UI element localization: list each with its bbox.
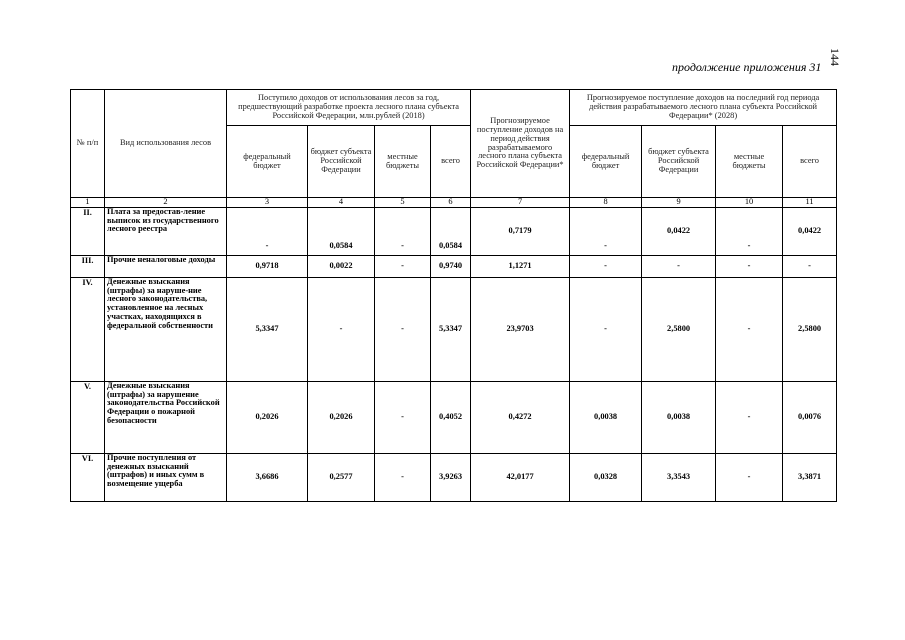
cell-value: - xyxy=(375,207,431,255)
cell-value: - xyxy=(375,381,431,453)
column-number: 6 xyxy=(431,198,471,208)
cell-value: 0,0038 xyxy=(642,381,716,453)
header-total-2: всего xyxy=(783,126,837,198)
cell-value: 3,3871 xyxy=(783,453,837,501)
header-federal-1: федеральный бюджет xyxy=(227,126,308,198)
header-subject-1: бюджет субъекта Российской Федерации xyxy=(308,126,375,198)
header-name: Вид использования лесов xyxy=(105,90,227,198)
column-number: 1 xyxy=(71,198,105,208)
cell-value: 0,0022 xyxy=(308,255,375,277)
cell-value: 3,6686 xyxy=(227,453,308,501)
cell-value: 0,9740 xyxy=(431,255,471,277)
cell-value: 1,1271 xyxy=(471,255,570,277)
cell-value: 5,3347 xyxy=(227,277,308,381)
row-number: II. xyxy=(71,207,105,255)
cell-value: 5,3347 xyxy=(431,277,471,381)
header-local-2: местные бюджеты xyxy=(716,126,783,198)
revenue-table xyxy=(70,89,837,502)
cell-value: - xyxy=(375,255,431,277)
column-number: 7 xyxy=(471,198,570,208)
cell-value: 0,0038 xyxy=(570,381,642,453)
row-name: Прочие неналоговые доходы xyxy=(105,255,227,277)
cell-value: - xyxy=(642,255,716,277)
header-local-1: местные бюджеты xyxy=(375,126,431,198)
row-name: Денежные взыскания (штрафы) за наруше-ние лесного законодательства, установленное на лесных участках, находящихся в федеральной собственности xyxy=(105,277,227,381)
cell-value: 0,0584 xyxy=(308,207,375,255)
cell-value: - xyxy=(716,453,783,501)
cell-value: 2,5800 xyxy=(783,277,837,381)
cell-value: 0,0422 xyxy=(783,207,837,255)
cell-value: - xyxy=(570,255,642,277)
cell-value: 0,0076 xyxy=(783,381,837,453)
header-group1: Поступило доходов от использования лесов за год, предшествующий разработке проекта лесного плана субъекта Российской Федерации, млн.рублей (2018) xyxy=(227,90,471,126)
header-subject-2: бюджет субъекта Российской Федерации xyxy=(642,126,716,198)
header-total-1: всего xyxy=(431,126,471,198)
cell-value: 0,0584 xyxy=(431,207,471,255)
continuation-note: продолжение приложения 31 xyxy=(672,60,822,74)
cell-value: 3,9263 xyxy=(431,453,471,501)
cell-value: - xyxy=(570,277,642,381)
column-number-row xyxy=(71,198,837,208)
column-number: 9 xyxy=(642,198,716,208)
column-number: 3 xyxy=(227,198,308,208)
cell-value: - xyxy=(716,255,783,277)
header-num: № п/п xyxy=(71,90,105,198)
row-name: Плата за предостав-ление выписок из государственного лесного реестра xyxy=(105,207,227,255)
cell-value: 0,2026 xyxy=(308,381,375,453)
cell-value: - xyxy=(375,277,431,381)
cell-value: 0,0422 xyxy=(642,207,716,255)
column-number: 5 xyxy=(375,198,431,208)
cell-value: 42,0177 xyxy=(471,453,570,501)
cell-value: - xyxy=(716,207,783,255)
cell-value: - xyxy=(375,453,431,501)
row-number: V. xyxy=(71,381,105,453)
cell-value: 0,2026 xyxy=(227,381,308,453)
table-row xyxy=(71,381,837,453)
column-number: 8 xyxy=(570,198,642,208)
header-group2: Прогнозируемое поступление доходов на последний год периода действия разрабатываемого лесного плана субъекта Российской Федерации* (2028) xyxy=(570,90,837,126)
table-row xyxy=(71,255,837,277)
cell-value: - xyxy=(570,207,642,255)
row-name: Денежные взыскания (штрафы) за нарушение законодательства Российской Федерации о пожарной безопасности xyxy=(105,381,227,453)
cell-value: - xyxy=(308,277,375,381)
cell-value: 0,0328 xyxy=(570,453,642,501)
column-number: 2 xyxy=(105,198,227,208)
cell-value: 2,5800 xyxy=(642,277,716,381)
table-row xyxy=(71,207,837,255)
cell-value: - xyxy=(716,277,783,381)
table-row xyxy=(71,277,837,381)
row-number: IV. xyxy=(71,277,105,381)
cell-value: 0,4052 xyxy=(431,381,471,453)
page-number: 144 xyxy=(828,48,842,66)
header-forecast: Прогнозируемое поступление доходов на период действия разрабатываемого лесного плана субъекта Российской Федерации* xyxy=(471,90,570,198)
row-number: III. xyxy=(71,255,105,277)
row-number: VI. xyxy=(71,453,105,501)
cell-value: 0,9718 xyxy=(227,255,308,277)
cell-value: - xyxy=(227,207,308,255)
column-number: 11 xyxy=(783,198,837,208)
row-name: Прочие поступления от денежных взысканий (штрафов) и иных сумм в возмещение ущерба xyxy=(105,453,227,501)
cell-value: 3,3543 xyxy=(642,453,716,501)
cell-value: 0,4272 xyxy=(471,381,570,453)
cell-value: 23,9703 xyxy=(471,277,570,381)
cell-value: 0,2577 xyxy=(308,453,375,501)
cell-value: - xyxy=(783,255,837,277)
column-number: 10 xyxy=(716,198,783,208)
table-row xyxy=(71,453,837,501)
column-number: 4 xyxy=(308,198,375,208)
cell-value: - xyxy=(716,381,783,453)
cell-value: 0,7179 xyxy=(471,207,570,255)
header-federal-2: федеральный бюджет xyxy=(570,126,642,198)
